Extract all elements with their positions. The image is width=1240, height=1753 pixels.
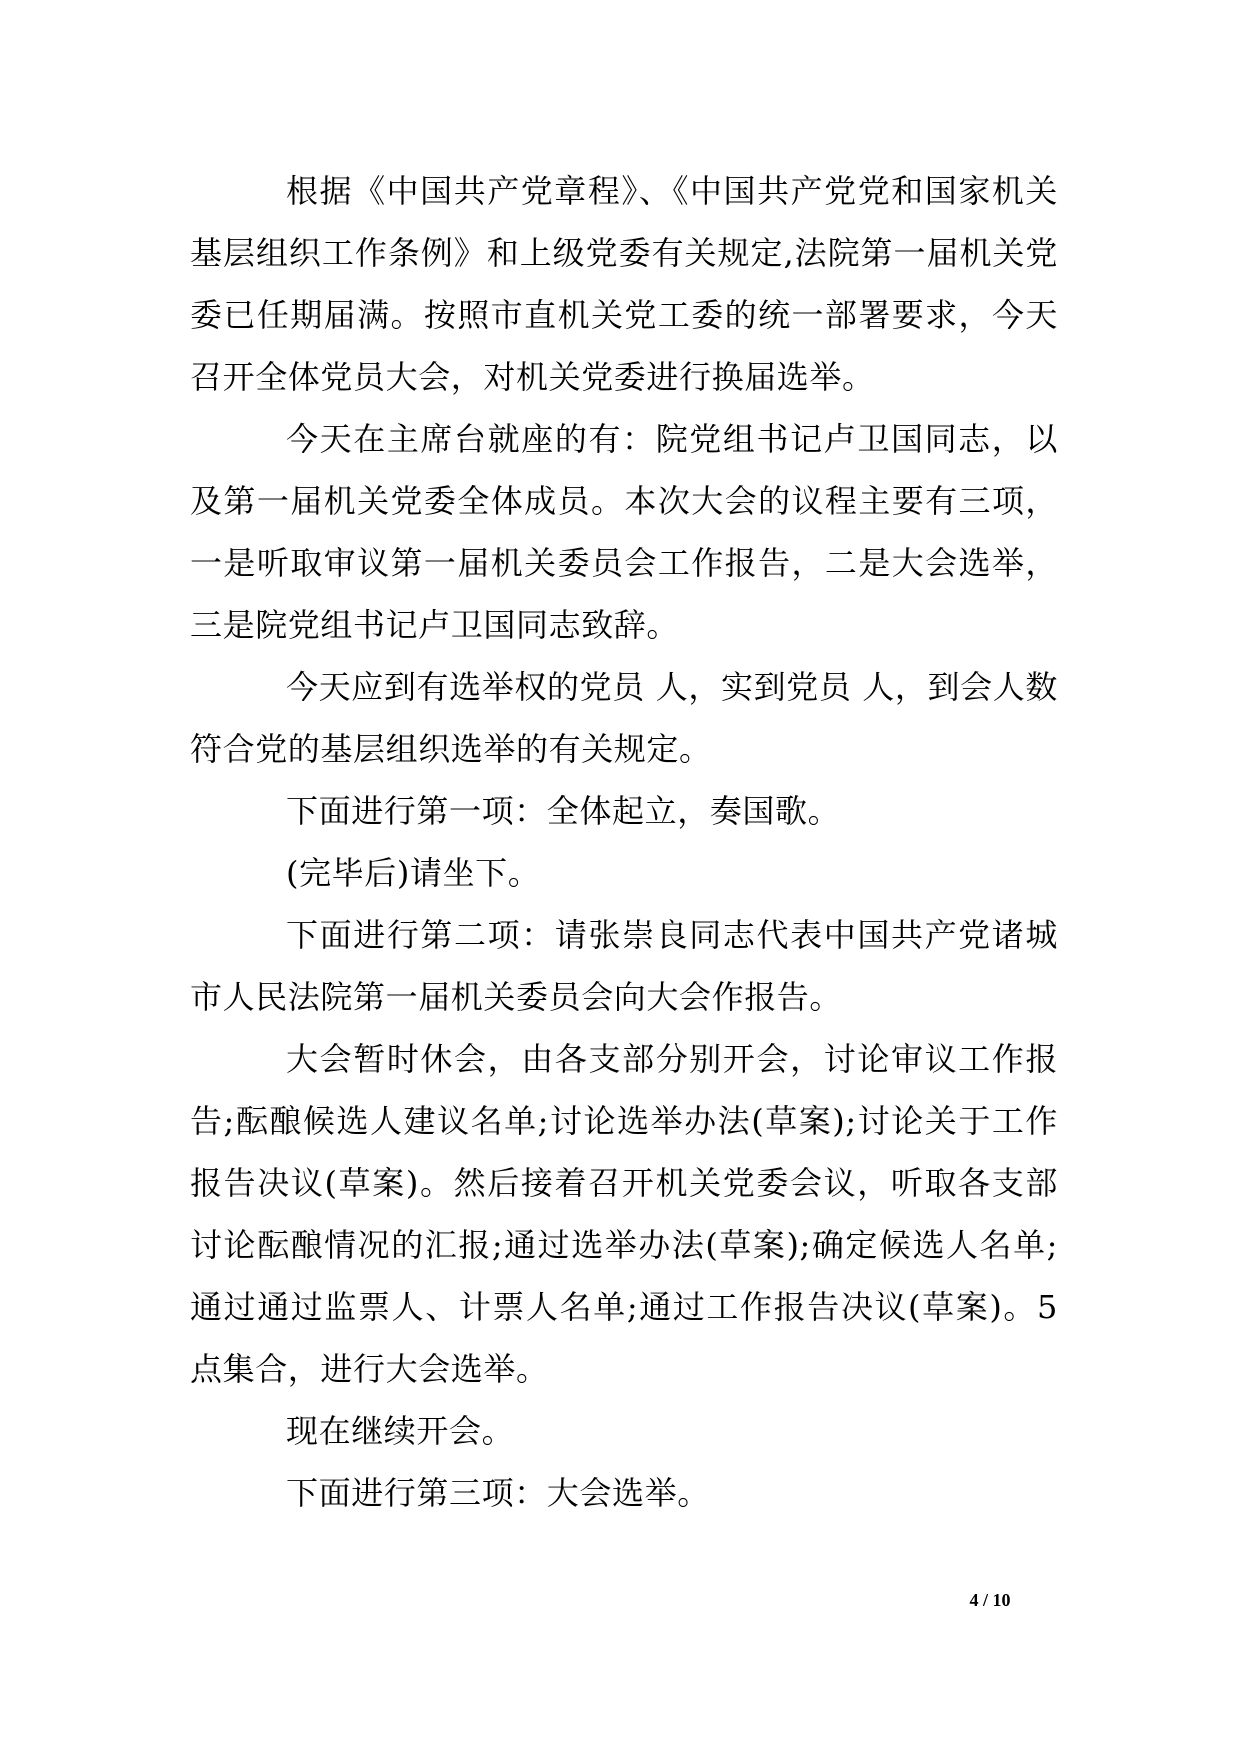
paragraph-item-two: 下面进行第二项：请张崇良同志代表中国共产党诸城市人民法院第一届机关委员会向大会作报告。: [190, 916, 1058, 1016]
paragraph-attendance: 今天应到有选举权的党员 人，实到党员 人，到会人数符合党的基层组织选举的有关规定。: [190, 668, 1058, 768]
paragraph-agenda: 今天在主席台就座的有：院党组书记卢卫国同志，以及第一届机关党委全体成员。本次大会的议程主要有三项，一是听取审议第一届机关委员会工作报告，二是大会选举，三是院党组书记卢卫国同志致辞。: [190, 420, 1058, 644]
paragraph-item-one: 下面进行第一项：全体起立，奏国歌。: [286, 792, 841, 830]
paragraph-resume: 现在继续开会。: [286, 1412, 515, 1450]
page-number: 4 / 10: [969, 1590, 1011, 1610]
paragraph-item-three: 下面进行第三项：大会选举。: [286, 1474, 710, 1512]
paragraph-opening: 根据《中国共产党章程》、《中国共产党党和国家机关基层组织工作条例》和上级党委有关规定,法院第一届机关党委已任期届满。按照市直机关党工委的统一部署要求，今天召开全体党员大会，对机关党委进行换届选举。: [190, 172, 1058, 396]
document-body: [190, 160, 1058, 1524]
paragraph-recess: 大会暂时休会，由各支部分别开会，讨论审议工作报告;酝酿候选人建议名单;讨论选举办法(草案);讨论关于工作报告决议(草案)。然后接着召开机关党委会议，听取各支部讨论酝酿情况的汇报;通过选举办法(草案);确定候选人名单;通过通过监票人、计票人名单;通过工作报告决议(草案)。5 点集合，进行大会选举。: [190, 1040, 1058, 1388]
paragraph-sit-down: (完毕后)请坐下。: [286, 854, 541, 892]
